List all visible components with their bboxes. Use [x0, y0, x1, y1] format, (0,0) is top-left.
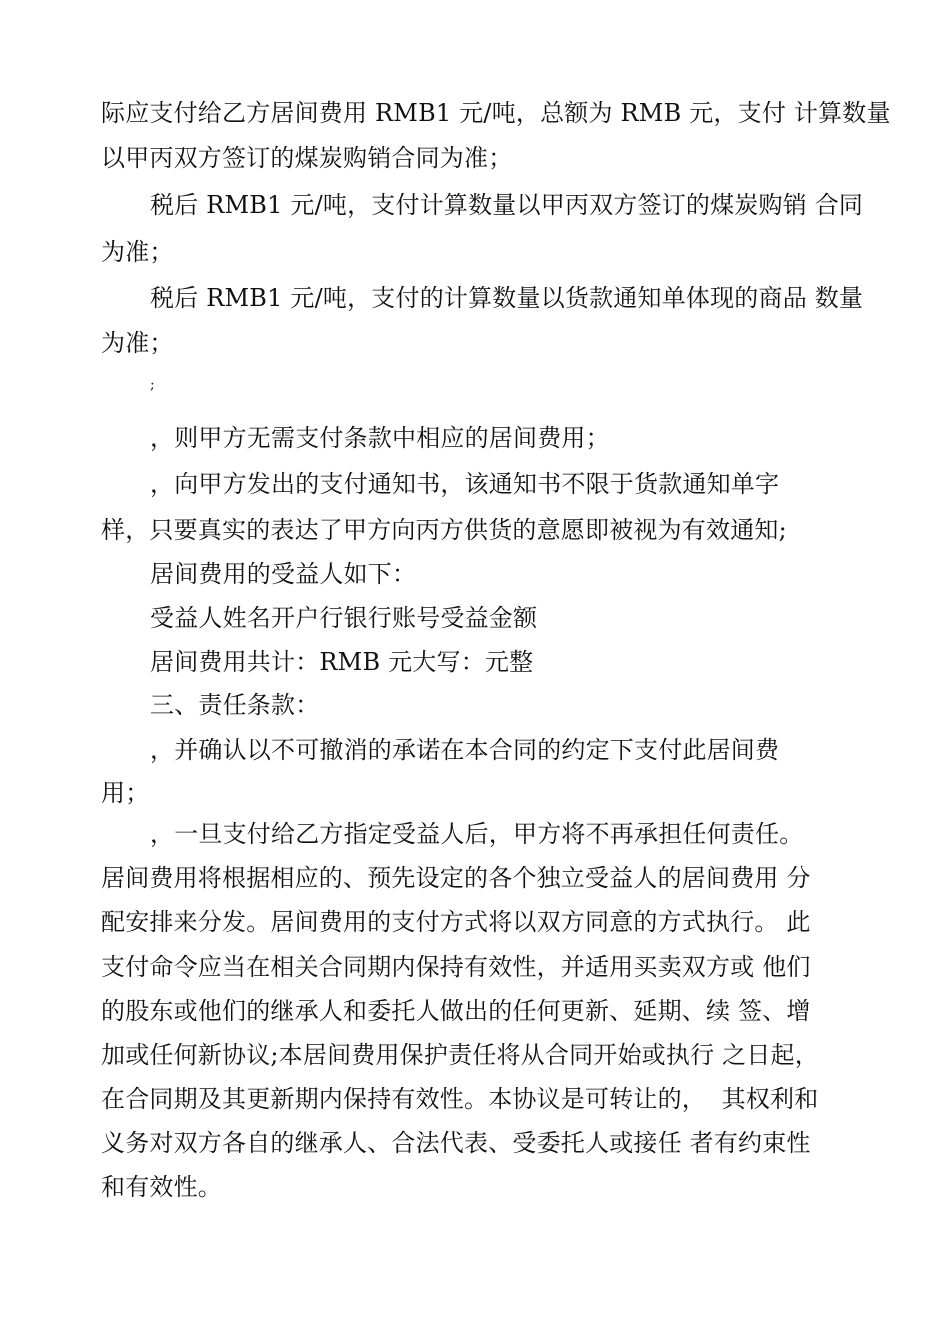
text-line-19: 配安排来分发。居间费用的支付方式将以双方同意的方式执行。 此: [101, 908, 811, 936]
text-line-20: 支付命令应当在相关合同期内保持有效性，并适用买卖双方或 他们: [101, 953, 811, 981]
text-line-22: 加或任何新协议;本居间费用保护责任将从合同开始或执行 之日起，: [101, 1041, 819, 1069]
text-line-8: ，则甲方无需支付条款中相应的居间费用；: [150, 424, 610, 452]
text-line-16: 用；: [101, 779, 150, 807]
text-line-21: 的股东或他们的继承人和委托人做出的任何更新、延期、续 签、增: [101, 997, 811, 1025]
text-line-4: 为准；: [101, 238, 174, 266]
text-line-10: 样，只要真实的表达了甲方向丙方供货的意愿即被视为有效通知;: [101, 516, 787, 544]
text-line-2: 以甲丙双方签订的煤炭购销合同为准；: [101, 144, 513, 172]
text-line-11: 居间费用的受益人如下：: [150, 560, 417, 588]
text-line-12: 受益人姓名开户行银行账号受益金额: [150, 604, 538, 632]
text-line-18: 居间费用将根据相应的、预先设定的各个独立受益人的居间费用 分: [101, 864, 811, 892]
text-line-23: 在合同期及其更新期内保持有效性。本协议是可转让的， 其权利和: [101, 1085, 819, 1113]
text-line-7: ;: [150, 377, 155, 393]
text-line-24: 义务对双方各自的继承人、合法代表、受委托人或接任 者有约束性: [101, 1129, 811, 1157]
text-line-9: ，向甲方发出的支付通知书，该通知书不限于货款通知单字: [150, 470, 780, 498]
text-line-15: ，并确认以不可撤消的承诺在本合同的约定下支付此居间费: [150, 736, 780, 764]
text-line-17: ，一旦支付给乙方指定受益人后，甲方将不再承担任何责任。: [150, 820, 804, 848]
text-line-5: 税后 RMB1 元/吨，支付的计算数量以货款通知单体现的商品 数量: [150, 284, 864, 312]
text-line-14: 三、责任条款：: [150, 691, 320, 719]
text-line-6: 为准；: [101, 329, 174, 357]
text-line-25: 和有效性。: [101, 1173, 222, 1201]
text-line-3: 税后 RMB1 元/吨，支付计算数量以甲丙双方签订的煤炭购销 合同: [150, 191, 864, 219]
text-line-13: 居间费用共计：RMB 元大写：元整: [150, 648, 534, 676]
text-line-1: 际应支付给乙方居间费用 RMB1 元/吨，总额为 RMB 元，支付 计算数量: [101, 99, 891, 127]
